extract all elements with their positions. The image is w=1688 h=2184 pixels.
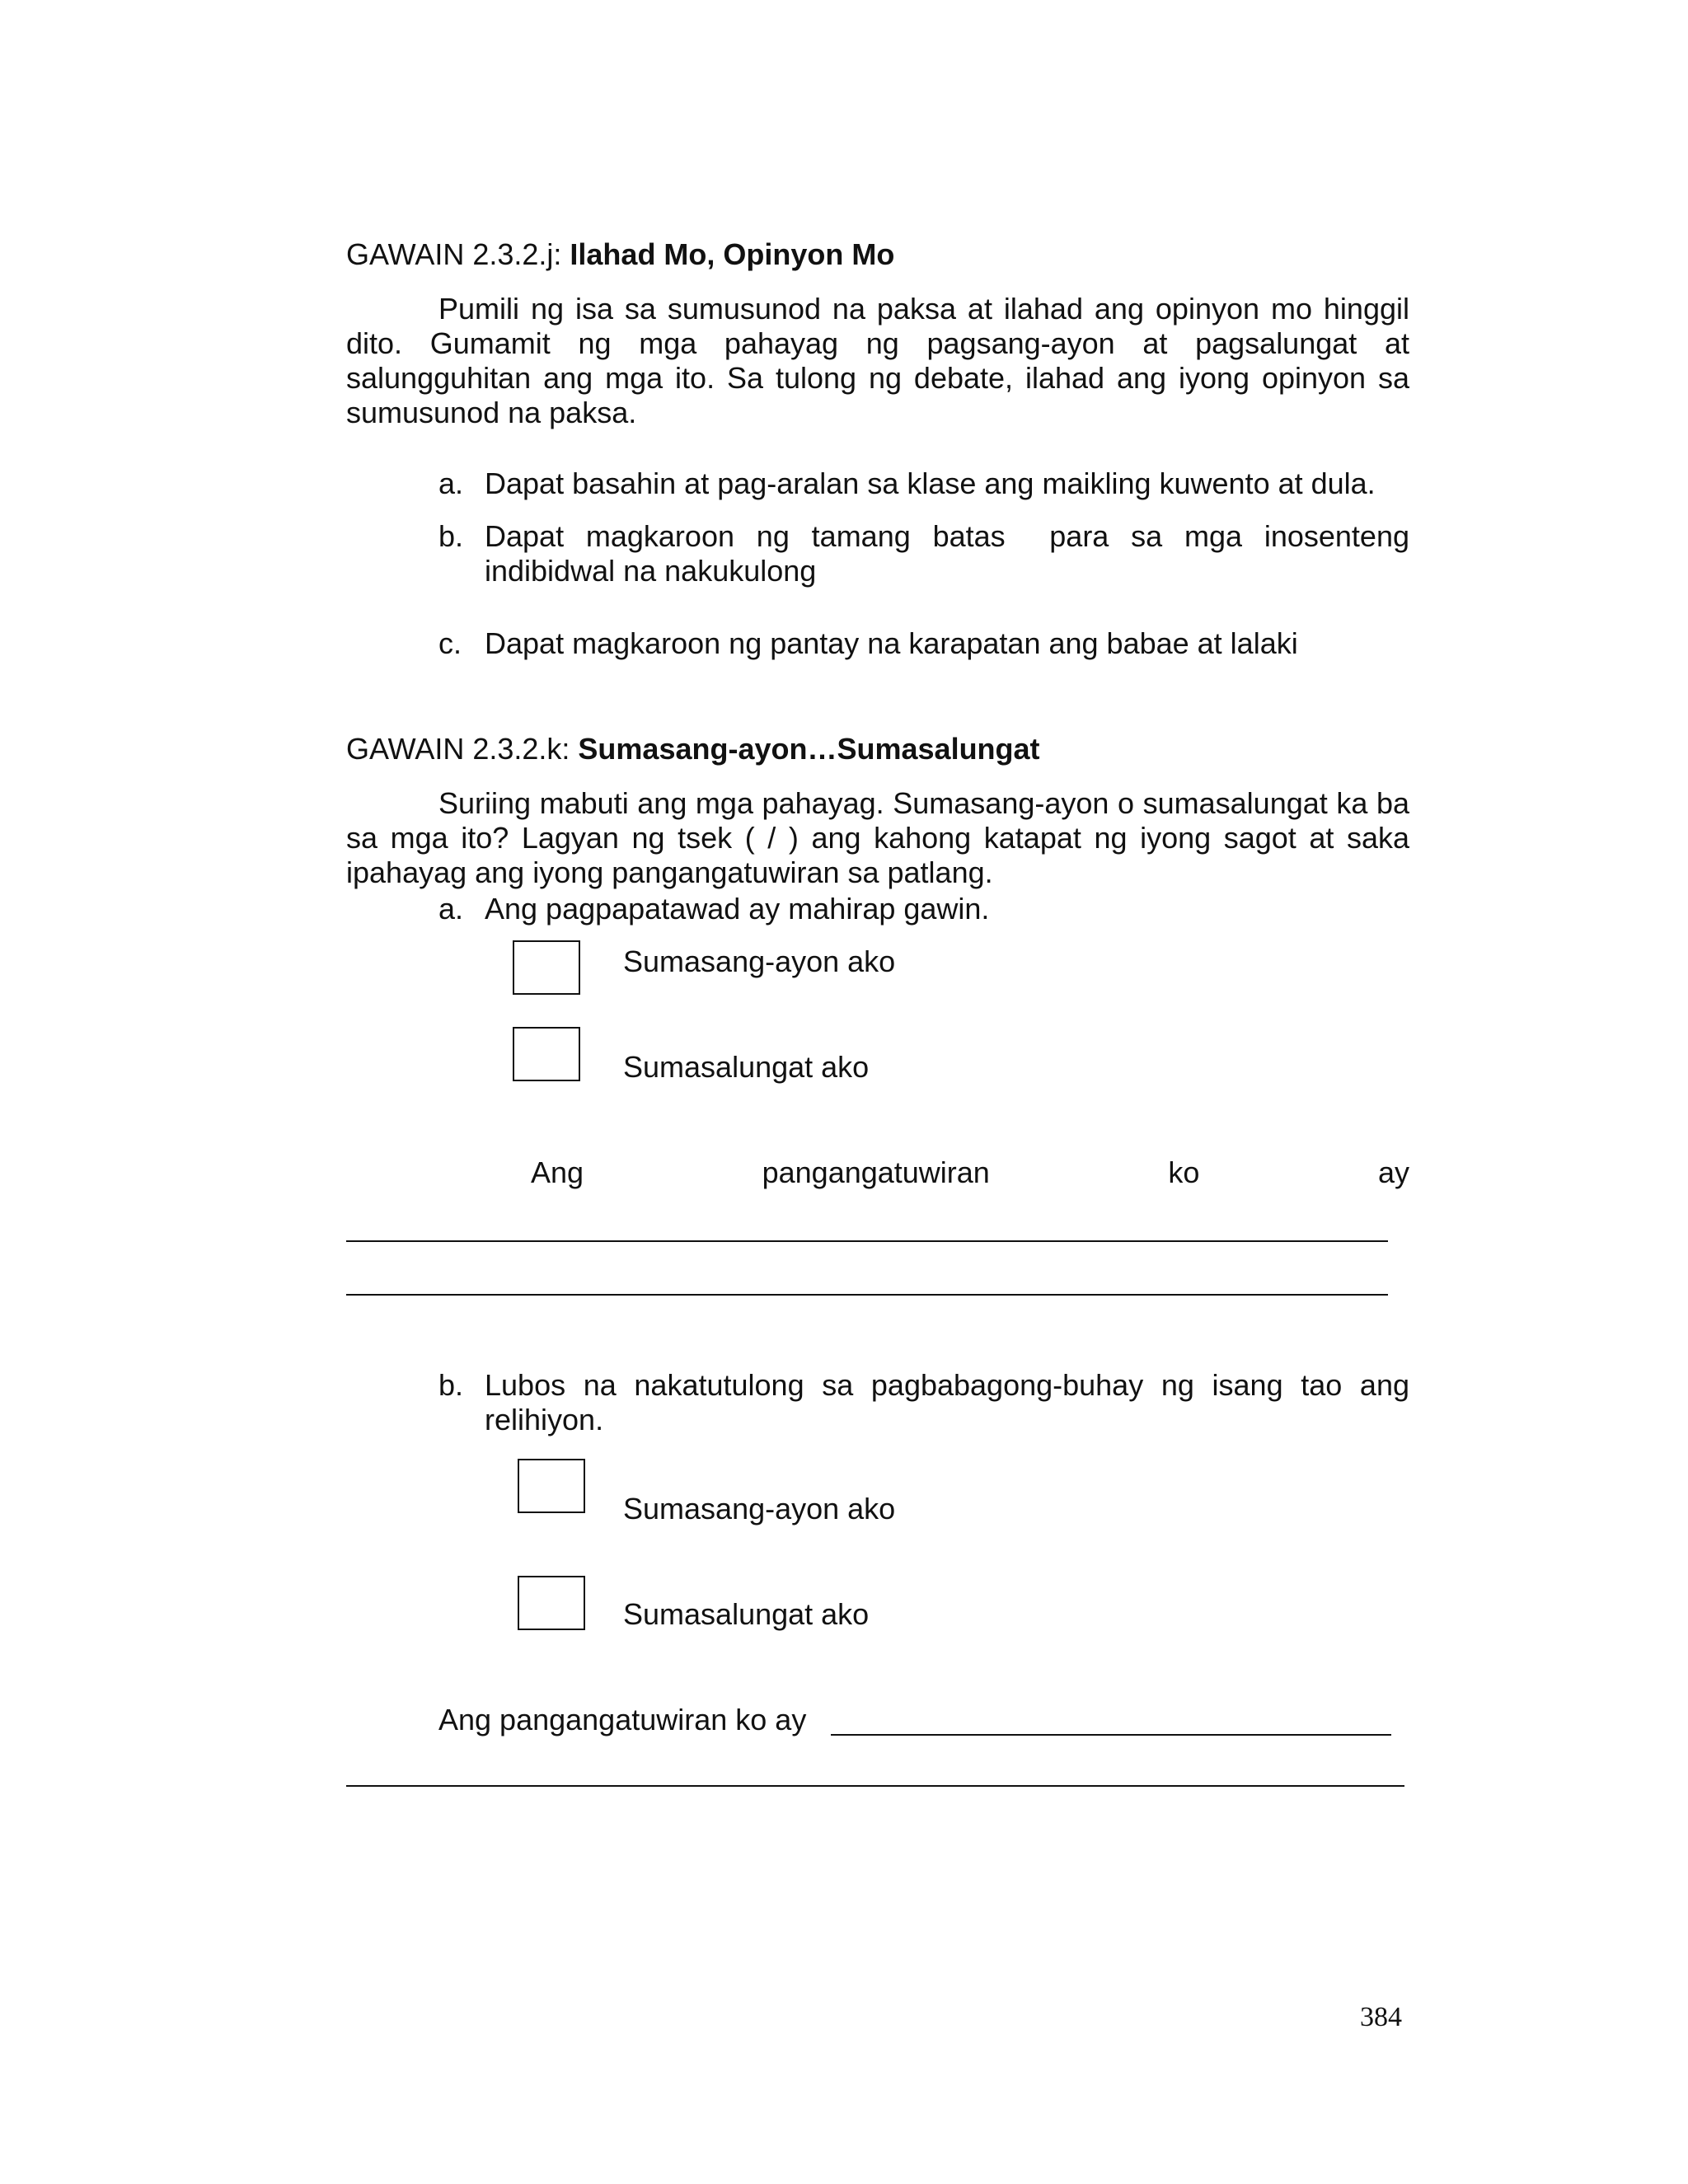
question-a-agree-label: Sumasang-ayon ako xyxy=(623,944,896,978)
question-a-disagree-label: Sumasalungat ako xyxy=(623,1050,870,1084)
section-j-intro: Pumili ng isa sa sumusunod na paksa at ilahad ang opinyon mo hinggil dito. Gumamit ng mga pahayag ng pagsang-ayon at pagsalungat at salungguhitan ang mga ito. Sa tulong ng debate, ilahad ang iyong opinyon sa sumusunod na paksa. xyxy=(346,292,1409,429)
section-j-item-b-text: Dapat magkaroon ng tamang batas para sa mga inosenteng indibidwal na nakukulong xyxy=(485,519,1418,588)
section-j-label: GAWAIN 2.3.2.j: xyxy=(346,237,570,271)
section-j-title: Ilahad Mo, Opinyon Mo xyxy=(570,237,895,271)
question-a-reason-word-1: Ang xyxy=(531,1155,584,1189)
section-j-item-a-text: Dapat basahin at pag-aralan sa klase ang maikling kuwento at dula. xyxy=(485,466,1376,500)
question-b-reason-label: Ang pangangatuwiran ko ay xyxy=(438,1703,807,1736)
question-a-reason-label xyxy=(531,1155,1409,1190)
section-j-item-a-letter: a. xyxy=(438,466,464,500)
page-number: 384 xyxy=(1360,2002,1402,2032)
section-k-heading xyxy=(346,732,1040,766)
question-a-agree-checkbox[interactable] xyxy=(513,940,580,995)
question-b-answer-line-2[interactable] xyxy=(346,1785,1404,1787)
question-b-text: Lubos na nakatutulong sa pagbabagong-buhay ng isang tao ang relihiyon. xyxy=(485,1368,1409,1436)
question-b-letter: b. xyxy=(438,1368,464,1402)
question-a-reason-word-2: pangangatuwiran xyxy=(762,1155,990,1189)
section-k-label: GAWAIN 2.3.2.k: xyxy=(346,732,579,766)
question-a-reason-word-3: ko xyxy=(1168,1155,1200,1189)
question-b-disagree-checkbox[interactable] xyxy=(518,1576,585,1630)
section-j-heading xyxy=(346,237,894,272)
question-a-disagree-checkbox[interactable] xyxy=(513,1027,580,1081)
section-j-item-c-text: Dapat magkaroon ng pantay na karapatan ang babae at lalaki xyxy=(485,626,1298,660)
question-a-answer-line-2[interactable] xyxy=(346,1294,1388,1296)
section-j-item-b-letter: b. xyxy=(438,519,464,553)
question-a-text: Ang pagpapatawad ay mahirap gawin. xyxy=(485,892,990,926)
question-a-answer-line-1[interactable] xyxy=(346,1240,1388,1242)
section-j-item-c-letter: c. xyxy=(438,626,462,660)
section-k-intro: Suriing mabuti ang mga pahayag. Sumasang-ayon o sumasalungat ka ba sa mga ito? Lagyan ng tsek ( / ) ang kahong katapat ng iyong sagot at saka ipahayag ang iyong pangangatuwiran sa patlang. xyxy=(346,786,1409,889)
question-b-agree-checkbox[interactable] xyxy=(518,1459,585,1513)
question-b-agree-label: Sumasang-ayon ako xyxy=(623,1492,896,1526)
section-k-title: Sumasang-ayon…Sumasalungat xyxy=(578,732,1040,766)
question-b-disagree-label: Sumasalungat ako xyxy=(623,1597,870,1631)
question-b-answer-line-1[interactable] xyxy=(831,1734,1391,1736)
question-a-reason-word-4: ay xyxy=(1377,1155,1409,1189)
question-a-letter: a. xyxy=(438,892,464,926)
